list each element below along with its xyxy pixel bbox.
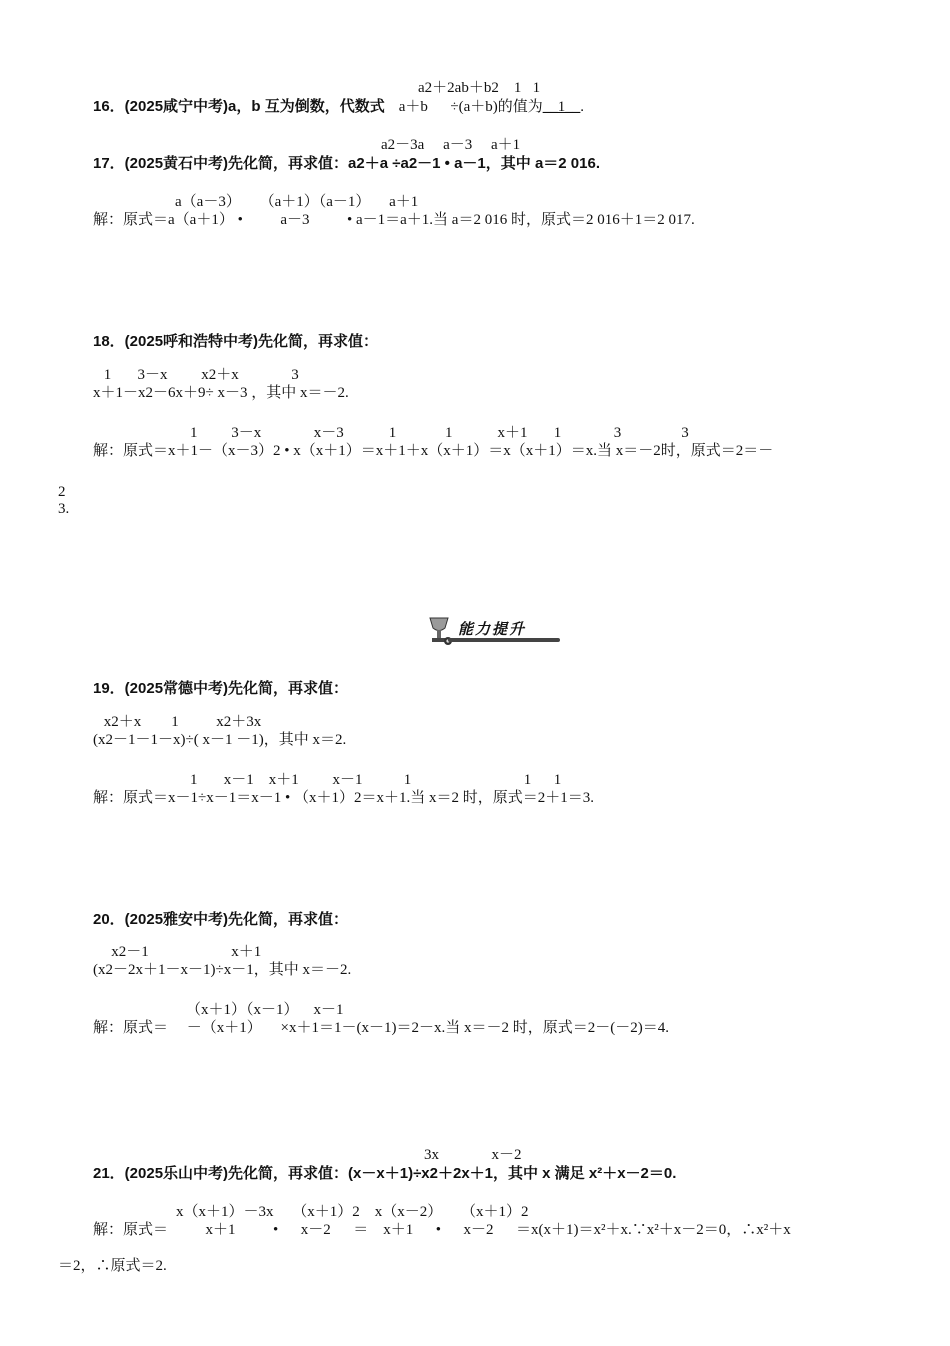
p18-solution-numerators: 1 3－x x－3 1 1 x＋1 1 3 3 bbox=[190, 425, 689, 441]
p21-solution-cont: ＝2，∴原式＝2. bbox=[58, 1258, 167, 1274]
p16-label: 16．(2025咸宁中考)a，b 互为倒数，代数式 bbox=[93, 98, 385, 115]
p21-solution: 解：原式＝ x＋1 • x－2 ＝ x＋1 • x－2 ＝x(x＋1)＝x²＋x.∵x²＋x－2＝0，∴x²＋x bbox=[93, 1222, 791, 1238]
p20-solution: 解：原式＝ －（x＋1） ×x＋1＝1－(x－1)＝2－x.当 x＝－2 时，原式＝2－(－2)＝4. bbox=[93, 1020, 669, 1036]
p20-solution-numerators: （x＋1）（x－1） x－1 bbox=[186, 1002, 344, 1018]
p16-period: . bbox=[580, 99, 585, 115]
p17-numerators: a2－3a a－3 a＋1 bbox=[381, 137, 521, 153]
p18-question: x＋1－x2－6x＋9÷ x－3 ，其中 x＝－2. bbox=[93, 385, 349, 401]
p18-solution-cont: 3. bbox=[58, 501, 70, 517]
p16-answer-blank: __1__ bbox=[542, 99, 581, 115]
p20-numerators: x2－1 x＋1 bbox=[100, 944, 262, 960]
p16-denominator: a＋b ÷(a＋b)的值为 bbox=[398, 99, 543, 115]
p21-question: 21．(2025乐山中考)先化简，再求值：(x－x＋1)÷x2＋2x＋1，其中 x 满足 x²＋x－2＝0. bbox=[93, 1165, 677, 1182]
banner-underline bbox=[448, 638, 560, 642]
p19-solution: 解：原式＝x－1÷x－1＝x－1 • （x＋1）2＝x＋1.当 x＝2 时，原式＝2＋1＝3. bbox=[93, 790, 594, 806]
p18-numerators: 1 3－x x2＋x 3 bbox=[100, 367, 299, 383]
p21-solution-numerators: x（x＋1）－3x （x＋1）2 x（x－2） （x＋1）2 bbox=[176, 1204, 529, 1220]
p16-fraction-numerator: a2＋2ab＋b2 1 1 bbox=[418, 80, 541, 96]
section-banner bbox=[426, 614, 560, 646]
p18-title: 18．(2025呼和浩特中考)先化简，再求值： bbox=[93, 333, 379, 350]
p19-solution-numerators: 1 x－1 x＋1 x－1 1 1 1 bbox=[190, 772, 562, 788]
p19-title: 19．(2025常德中考)先化简，再求值： bbox=[93, 680, 349, 697]
p18-solution: 解：原式＝x＋1－（x－3）2 • x（x＋1）＝x＋1＋x（x＋1）＝x（x＋1）＝x.当 x＝－2时，原式＝2＝－ bbox=[93, 443, 774, 459]
p19-numerators: x2＋x 1 x2＋3x bbox=[100, 714, 262, 730]
p17-question: 17．(2025黄石中考)先化简，再求值：a2＋a ÷a2－1 • a－1，其中 a＝2 016. bbox=[93, 155, 600, 172]
p17-solution-numerators: a（a－3） （a＋1）（a－1） a＋1 bbox=[175, 194, 419, 210]
p16-question bbox=[93, 98, 584, 116]
p20-title: 20．(2025雅安中考)先化简，再求值： bbox=[93, 911, 349, 928]
p17-solution: 解：原式＝a（a＋1） • a－3 • a－1＝a＋1.当 a＝2 016 时，原式＝2 016＋1＝2 017. bbox=[93, 212, 695, 228]
p19-question: (x2－1－1－x)÷( x－1 －1)，其中 x＝2. bbox=[93, 732, 347, 748]
p20-question: (x2－2x＋1－x－1)÷x－1，其中 x＝－2. bbox=[93, 962, 352, 978]
banner-title: 能力提升 bbox=[458, 620, 527, 638]
p18-solution-cont-denominator: 2 bbox=[58, 484, 66, 500]
p21-numerators: 3x x－2 bbox=[424, 1147, 522, 1163]
